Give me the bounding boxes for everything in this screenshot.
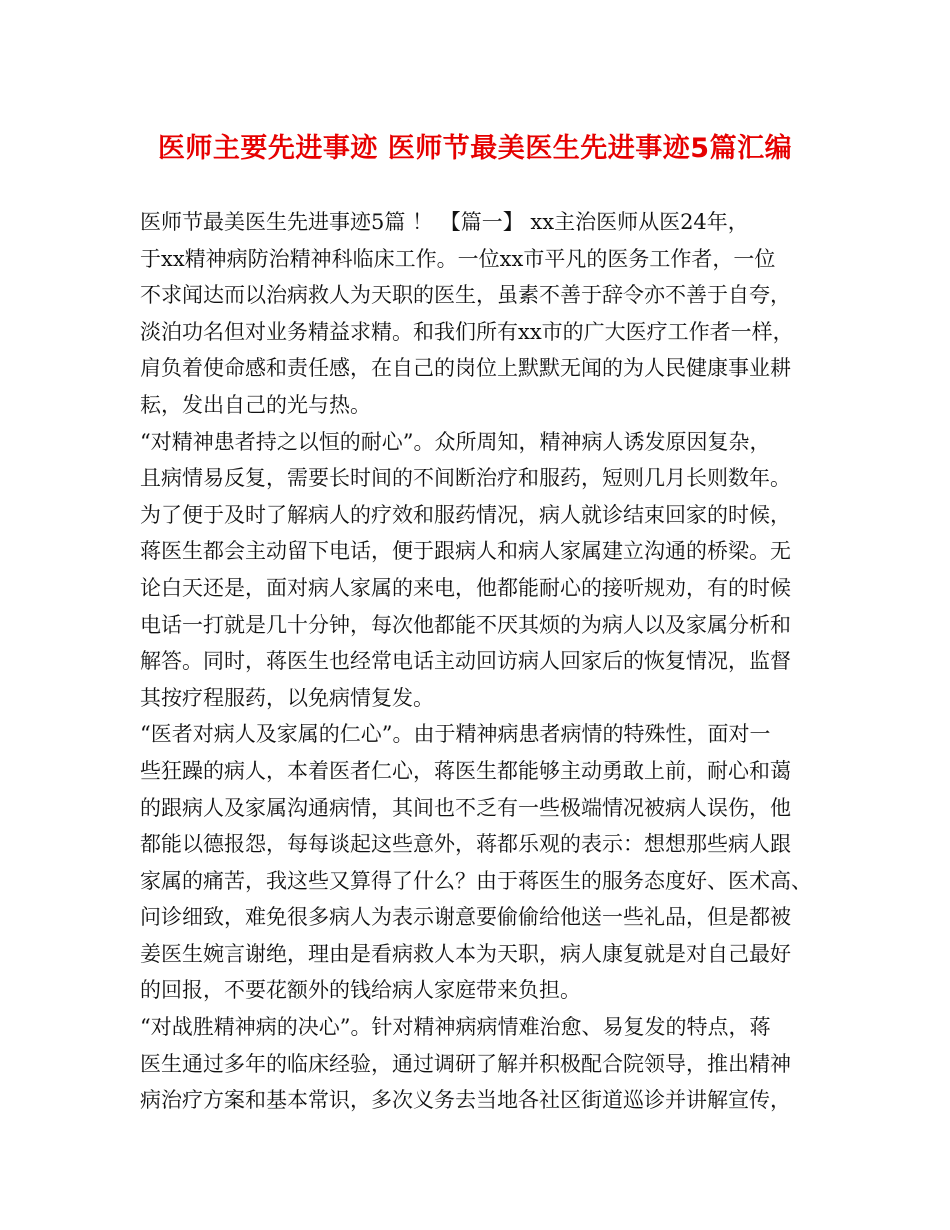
text-line: 于xx精神病防治精神科临床工作。一位xx市平凡的医务工作者，一位 — [140, 246, 776, 271]
text-line: 家属的痛苦，我这些又算得了什么？由于蒋医生的服务态度好、医术高、 — [140, 868, 812, 893]
text-line: 些狂躁的病人，本着医者仁心，蒋医生都能够主动勇敢上前，耐心和蔼 — [140, 758, 791, 783]
text-line: 肩负着使命感和责任感，在自己的岗位上默默无闻的为人民健康事业耕 — [140, 356, 791, 381]
text-line: 姜医生婉言谢绝，理由是看病救人本为天职，病人康复就是对自己最好 — [140, 941, 791, 966]
text-line: 淡泊功名但对业务精益求精。和我们所有xx市的广大医疗工作者一样， — [140, 319, 794, 344]
text-line: 问诊细致，难免很多病人为表示谢意要偷偷给他送一些礼品，但是都被 — [140, 905, 791, 930]
document-title: 医师主要先进事迹 医师节最美医生先进事迹5篇汇编 — [157, 133, 793, 164]
document-body — [140, 204, 830, 1119]
text-line: 病治疗方案和基本常识，多次义务去当地各社区街道巡诊并讲解宣传， — [140, 1088, 791, 1113]
text-line: 医师节最美医生先进事迹5篇 ！ 【篇一】 xx主治医师从医24年， — [140, 210, 749, 234]
text-line: 不求闻达而以治病救人为天职的医生，虽素不善于辞令亦不善于自夸， — [140, 283, 791, 308]
text-line: 且病情易反复，需要长时间的不间断治疗和服药，短则几月长则数年。 — [140, 466, 791, 491]
text-line: 的回报，不要花额外的钱给病人家庭带来负担。 — [140, 978, 581, 1003]
text-line: “对战胜精神病的决心”。针对精神病病情难治愈、易复发的特点，蒋 — [140, 1015, 771, 1040]
text-line: “对精神患者持之以恒的耐心”。众所周知，精神病人诱发原因复杂， — [140, 429, 771, 454]
text-line: 为了便于及时了解病人的疗效和服药情况，病人就诊结束回家的时候， — [140, 502, 791, 527]
text-line: 的跟病人及家属沟通病情，其间也不乏有一些极端情况被病人误伤，他 — [140, 795, 791, 820]
text-line: “医者对病人及家属的仁心”。由于精神病患者病情的特殊性，面对一 — [140, 722, 771, 747]
text-line: 都能以德报怨，每每谈起这些意外，蒋都乐观的表示：想想那些病人跟 — [140, 832, 791, 857]
text-line: 医生通过多年的临床经验，通过调研了解并积极配合院领导，推出精神 — [140, 1051, 791, 1076]
text-line: 耘，发出自己的光与热。 — [140, 392, 371, 417]
text-line: 其按疗程服药，以免病情复发。 — [140, 685, 434, 710]
text-line: 解答。同时，蒋医生也经常电话主动回访病人回家后的恢复情况，监督 — [140, 649, 791, 674]
text-line: 蒋医生都会主动留下电话，便于跟病人和病人家属建立沟通的桥梁。无 — [140, 539, 791, 564]
text-line: 论白天还是，面对病人家属的来电，他都能耐心的接听规劝，有的时候 — [140, 575, 791, 600]
text-line: 电话一打就是几十分钟，每次他都能不厌其烦的为病人以及家属分析和 — [140, 612, 791, 637]
